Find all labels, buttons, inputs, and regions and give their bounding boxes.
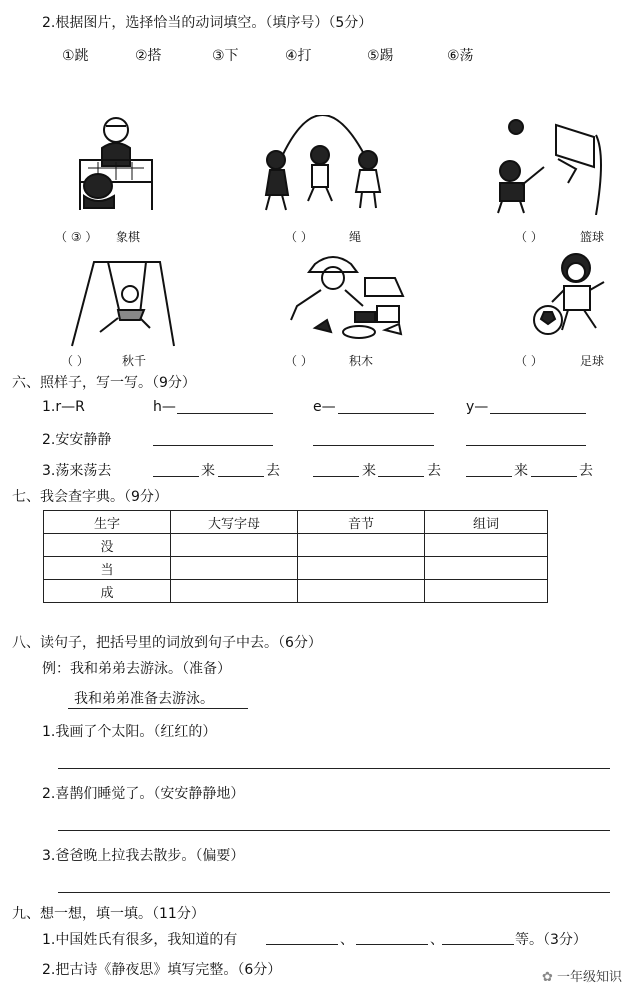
header-cell: 生字 bbox=[44, 511, 171, 534]
wechat-icon: ✿ bbox=[541, 970, 557, 985]
section-7-title: 七、我会查字典。（9分） bbox=[12, 489, 168, 505]
row3-qu-3: 去 bbox=[579, 463, 593, 479]
separator: 、 bbox=[340, 932, 354, 948]
answer-cell[interactable] bbox=[171, 557, 298, 580]
section-8-title: 八、读句子，把括号里的词放到句子中去。（6分） bbox=[12, 635, 322, 651]
answer-line[interactable] bbox=[356, 944, 428, 945]
jump-rope-illustration bbox=[258, 115, 388, 215]
q8-2: 2.喜鹊们睡觉了。（安安静静地） bbox=[42, 786, 245, 802]
row1-label: 1.r—R bbox=[42, 399, 85, 415]
answer-cell[interactable] bbox=[425, 580, 548, 603]
building-blocks-illustration bbox=[285, 250, 415, 345]
example-sentence: 例：我和弟弟去游泳。（准备） bbox=[42, 661, 231, 677]
caption-6-text: 足球 bbox=[580, 354, 605, 368]
char-cell: 当 bbox=[44, 557, 171, 580]
answer-cell[interactable] bbox=[425, 557, 548, 580]
basketball-illustration bbox=[488, 115, 606, 215]
section-6-title: 六、照样子，写一写。（9分） bbox=[12, 375, 196, 391]
caption-1-text: 象棋 bbox=[116, 230, 141, 244]
table-header-row bbox=[44, 511, 548, 534]
q9-1-suffix: 等。（3分） bbox=[515, 932, 587, 948]
watermark: ✿ 一年级知识 bbox=[541, 970, 622, 985]
answer-line[interactable] bbox=[313, 445, 434, 446]
row3-label: 3.荡来荡去 bbox=[42, 463, 112, 479]
answer-line[interactable] bbox=[58, 768, 610, 769]
caption-6-paren: （ ） bbox=[515, 354, 543, 368]
answer-line[interactable] bbox=[378, 476, 424, 477]
header-cell: 音节 bbox=[298, 511, 425, 534]
swing-illustration bbox=[68, 258, 178, 348]
answer-line[interactable] bbox=[338, 413, 434, 414]
option-6: ⑥荡 bbox=[447, 48, 474, 64]
caption-1-paren: （ ③ ） bbox=[55, 230, 98, 244]
table-row bbox=[44, 534, 548, 557]
answer-cell[interactable] bbox=[298, 557, 425, 580]
caption-4-paren: （ ） bbox=[61, 354, 89, 368]
answer-line[interactable] bbox=[313, 476, 359, 477]
char-cell: 没 bbox=[44, 534, 171, 557]
row3-lai-3: 来 bbox=[514, 463, 528, 479]
row1-e: e— bbox=[313, 399, 336, 415]
row3-qu-1: 去 bbox=[266, 463, 280, 479]
row3-qu-2: 去 bbox=[427, 463, 441, 479]
answer-line[interactable] bbox=[466, 476, 512, 477]
caption-4-text: 秋千 bbox=[122, 354, 147, 368]
soccer-illustration bbox=[530, 250, 612, 342]
answer-line[interactable] bbox=[266, 944, 338, 945]
q8-1: 1.我画了个太阳。（红红的） bbox=[42, 724, 217, 740]
answer-line[interactable] bbox=[177, 413, 273, 414]
answer-line[interactable] bbox=[490, 413, 586, 414]
caption-3-text: 篮球 bbox=[580, 230, 605, 244]
answer-line[interactable] bbox=[58, 830, 610, 831]
answer-cell[interactable] bbox=[171, 534, 298, 557]
answer-line[interactable] bbox=[153, 445, 273, 446]
answer-cell[interactable] bbox=[298, 534, 425, 557]
table-row bbox=[44, 580, 548, 603]
option-3: ③下 bbox=[212, 48, 239, 64]
answer-line[interactable] bbox=[442, 944, 514, 945]
answer-line[interactable] bbox=[153, 476, 199, 477]
row2-label: 2.安安静静 bbox=[42, 432, 112, 448]
answer-cell[interactable] bbox=[171, 580, 298, 603]
example-answer: 我和弟弟准备去游泳。 bbox=[74, 691, 214, 707]
answer-line[interactable] bbox=[218, 476, 264, 477]
caption-2-paren: （ ） bbox=[285, 230, 313, 244]
separator: 、 bbox=[430, 932, 444, 948]
option-4: ④打 bbox=[285, 48, 312, 64]
option-1: ①跳 bbox=[62, 48, 89, 64]
row1-y: y— bbox=[466, 399, 489, 415]
answer-cell[interactable] bbox=[298, 580, 425, 603]
caption-5-text: 积木 bbox=[349, 354, 374, 368]
caption-2-text: 绳 bbox=[349, 230, 362, 244]
section-9-title: 九、想一想，填一填。（11分） bbox=[12, 906, 205, 922]
row3-lai-1: 来 bbox=[201, 463, 215, 479]
header-cell: 大写字母 bbox=[171, 511, 298, 534]
example-answer-underline bbox=[68, 708, 248, 709]
header-cell: 组词 bbox=[425, 511, 548, 534]
q9-2: 2.把古诗《静夜思》填写完整。（6分） bbox=[42, 962, 282, 978]
q8-3: 3.爸爸晚上拉我去散步。（偏要） bbox=[42, 848, 245, 864]
caption-3-paren: （ ） bbox=[515, 230, 543, 244]
q9-1-prefix: 1.中国姓氏有很多，我知道的有 bbox=[42, 932, 238, 948]
answer-line[interactable] bbox=[466, 445, 586, 446]
q2-title: 2.根据图片，选择恰当的动词填空。（填序号）（5分） bbox=[42, 15, 373, 31]
table-row bbox=[44, 557, 548, 580]
row1-h: h— bbox=[153, 399, 176, 415]
answer-line[interactable] bbox=[531, 476, 577, 477]
answer-cell[interactable] bbox=[425, 534, 548, 557]
answer-line[interactable] bbox=[58, 892, 610, 893]
row3-lai-2: 来 bbox=[362, 463, 376, 479]
option-5: ⑤踢 bbox=[367, 48, 394, 64]
option-2: ②搭 bbox=[135, 48, 162, 64]
char-cell: 成 bbox=[44, 580, 171, 603]
dictionary-table bbox=[43, 510, 548, 603]
caption-5-paren: （ ） bbox=[285, 354, 313, 368]
chess-players-illustration bbox=[68, 108, 163, 213]
